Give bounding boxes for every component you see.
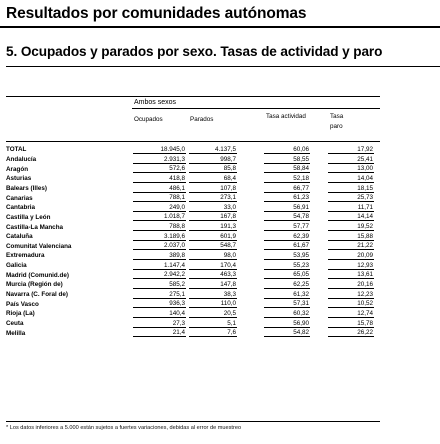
table-row (0, 242, 440, 252)
cell-ocupados: 140,4 (133, 310, 186, 318)
cell-ocupados: 2.931,3 (133, 156, 186, 164)
table-row (0, 281, 440, 291)
page-title: Resultados por comunidades autónomas (6, 5, 307, 22)
subtitle-rule (6, 66, 440, 67)
column-header-ocupados: Ocupados (134, 116, 163, 123)
cell-tasa-actividad: 65,05 (264, 271, 310, 279)
row-label: Castilla y León (6, 213, 51, 221)
cell-tasa-actividad: 62,39 (264, 233, 310, 241)
table-row (0, 213, 440, 223)
cell-tasa-paro: 13,61 (328, 271, 374, 279)
cell-tasa-paro: 13,00 (328, 165, 374, 173)
cell-parados: 998,7 (189, 156, 237, 164)
cell-parados: 7,6 (189, 329, 237, 337)
column-header-tasa-actividad (266, 112, 306, 122)
row-label: Balears (Illes) (6, 184, 47, 192)
cell-parados: 68,4 (189, 175, 237, 183)
cell-ocupados: 18.945,0 (133, 146, 186, 154)
table-row (0, 156, 440, 166)
row-label: Rioja (La) (6, 310, 35, 318)
table-row (0, 300, 440, 310)
cell-ocupados: 21,4 (133, 329, 186, 337)
cell-parados: 98,0 (189, 252, 237, 260)
cell-ocupados: 486,1 (133, 185, 186, 193)
cell-parados: 147,8 (189, 281, 237, 289)
table-row (0, 291, 440, 301)
cell-tasa-actividad: 53,95 (264, 252, 310, 260)
cell-parados: 107,8 (189, 185, 237, 193)
cell-parados: 4.137,5 (189, 146, 237, 154)
cell-ocupados: 1.018,7 (133, 213, 186, 221)
cell-tasa-paro: 14,04 (328, 175, 374, 183)
table-row (0, 310, 440, 320)
cell-ocupados: 2.037,0 (133, 242, 186, 250)
table-row (0, 252, 440, 262)
table-row (0, 175, 440, 185)
row-label: Cataluña (6, 233, 33, 241)
cell-tasa-actividad: 60,06 (264, 146, 310, 154)
cell-ocupados: 936,3 (133, 300, 186, 308)
group-header: Ambos sexos (134, 99, 177, 106)
cell-tasa-actividad: 54,82 (264, 329, 310, 337)
table-row (0, 146, 440, 156)
cell-tasa-paro: 25,41 (328, 156, 374, 164)
cell-tasa-actividad: 54,78 (264, 213, 310, 221)
cell-ocupados: 585,2 (133, 281, 186, 289)
cell-parados: 33,0 (189, 204, 237, 212)
cell-tasa-paro: 11,71 (328, 204, 374, 212)
cell-tasa-paro: 21,22 (328, 242, 374, 250)
cell-ocupados: 788,1 (133, 194, 186, 202)
row-label: Melilla (6, 329, 26, 337)
table-row (0, 320, 440, 330)
table-bottom-rule (6, 421, 380, 422)
cell-ocupados: 389,8 (133, 252, 186, 260)
cell-tasa-actividad: 66,77 (264, 185, 310, 193)
header-bottom-rule (6, 141, 380, 142)
cell-ocupados: 3.189,6 (133, 233, 186, 241)
cell-tasa-actividad: 55,23 (264, 262, 310, 270)
footnote: * Los datos inferiores a 5.000 están sujetos a fuertes variaciones, debidas al error de muestreo (6, 425, 242, 431)
row-label: Extremadura (6, 252, 45, 260)
title-rule (0, 26, 440, 28)
column-header-label: Tasa paro (330, 113, 344, 130)
cell-tasa-actividad: 61,67 (264, 242, 310, 250)
cell-parados: 273,1 (189, 194, 237, 202)
cell-tasa-paro: 25,73 (328, 194, 374, 202)
table-row (0, 233, 440, 243)
cell-tasa-actividad: 61,23 (264, 194, 310, 202)
table-row (0, 262, 440, 272)
cell-ocupados: 572,6 (133, 165, 186, 173)
row-label: TOTAL (6, 146, 27, 154)
cell-tasa-actividad: 57,77 (264, 223, 310, 231)
cell-ocupados: 27,3 (133, 320, 186, 328)
cell-ocupados: 1.147,4 (133, 262, 186, 270)
table-title: 5. Ocupados y parados por sexo. Tasas de actividad y paro (6, 44, 383, 59)
cell-tasa-actividad: 62,25 (264, 281, 310, 289)
cell-ocupados: 788,8 (133, 223, 186, 231)
row-label: País Vasco (6, 300, 39, 308)
table-top-rule (6, 96, 380, 97)
row-label: Cantabria (6, 204, 36, 212)
column-header-label: Tasa actividad (266, 113, 306, 120)
group-header-rule (132, 108, 380, 109)
table-row (0, 204, 440, 214)
cell-tasa-actividad: 60,32 (264, 310, 310, 318)
row-label: Asturias (6, 175, 32, 183)
row-label: Ceuta (6, 319, 24, 327)
row-label: Aragón (6, 165, 29, 173)
row-label: Murcia (Región de) (6, 281, 63, 289)
cell-tasa-actividad: 58,55 (264, 156, 310, 164)
cell-parados: 601,9 (189, 233, 237, 241)
row-label: Canarias (6, 194, 33, 202)
cell-parados: 110,0 (189, 300, 237, 308)
cell-tasa-paro: 15,88 (328, 233, 374, 241)
row-label: Andalucía (6, 156, 37, 164)
data-table (0, 146, 440, 339)
row-label: Navarra (C. Foral de) (6, 291, 68, 298)
cell-tasa-paro: 20,09 (328, 252, 374, 260)
table-row (0, 329, 440, 339)
cell-ocupados: 418,8 (133, 175, 186, 183)
cell-ocupados: 249,0 (133, 204, 186, 212)
cell-ocupados: 2.942,2 (133, 271, 186, 279)
cell-tasa-actividad: 61,32 (264, 291, 310, 299)
cell-ocupados: 275,1 (133, 291, 186, 299)
row-label: Comunitat Valenciana (6, 242, 72, 250)
cell-tasa-actividad: 52,18 (264, 175, 310, 183)
cell-tasa-paro: 12,23 (328, 291, 374, 299)
column-header-tasa-paro (330, 112, 354, 132)
cell-tasa-paro: 20,16 (328, 281, 374, 289)
cell-tasa-actividad: 58,84 (264, 165, 310, 173)
row-label: Castilla-La Mancha (6, 223, 64, 231)
cell-parados: 167,8 (189, 213, 237, 221)
cell-parados: 20,5 (189, 310, 237, 318)
cell-parados: 463,3 (189, 271, 237, 279)
row-label: Madrid (Comunid.de) (6, 271, 69, 279)
cell-tasa-actividad: 56,91 (264, 204, 310, 212)
cell-tasa-paro: 18,15 (328, 185, 374, 193)
table-row (0, 194, 440, 204)
table-row (0, 223, 440, 233)
cell-tasa-paro: 12,93 (328, 262, 374, 270)
cell-tasa-paro: 26,22 (328, 329, 374, 337)
cell-parados: 170,4 (189, 262, 237, 270)
cell-tasa-paro: 19,52 (328, 223, 374, 231)
cell-tasa-paro: 10,52 (328, 300, 374, 308)
column-header-parados: Parados (190, 116, 214, 123)
cell-tasa-paro: 17,92 (328, 146, 374, 154)
cell-tasa-paro: 15,78 (328, 320, 374, 328)
cell-tasa-paro: 12,74 (328, 310, 374, 318)
cell-parados: 85,8 (189, 165, 237, 173)
table-row (0, 271, 440, 281)
table-row (0, 165, 440, 175)
cell-tasa-actividad: 57,31 (264, 300, 310, 308)
cell-parados: 548,7 (189, 242, 237, 250)
cell-parados: 5,1 (189, 320, 237, 328)
cell-parados: 38,3 (189, 291, 237, 299)
cell-tasa-paro: 14,14 (328, 213, 374, 221)
table-row (0, 185, 440, 195)
cell-tasa-actividad: 56,90 (264, 320, 310, 328)
row-label: Galicia (6, 262, 27, 270)
cell-parados: 191,3 (189, 223, 237, 231)
